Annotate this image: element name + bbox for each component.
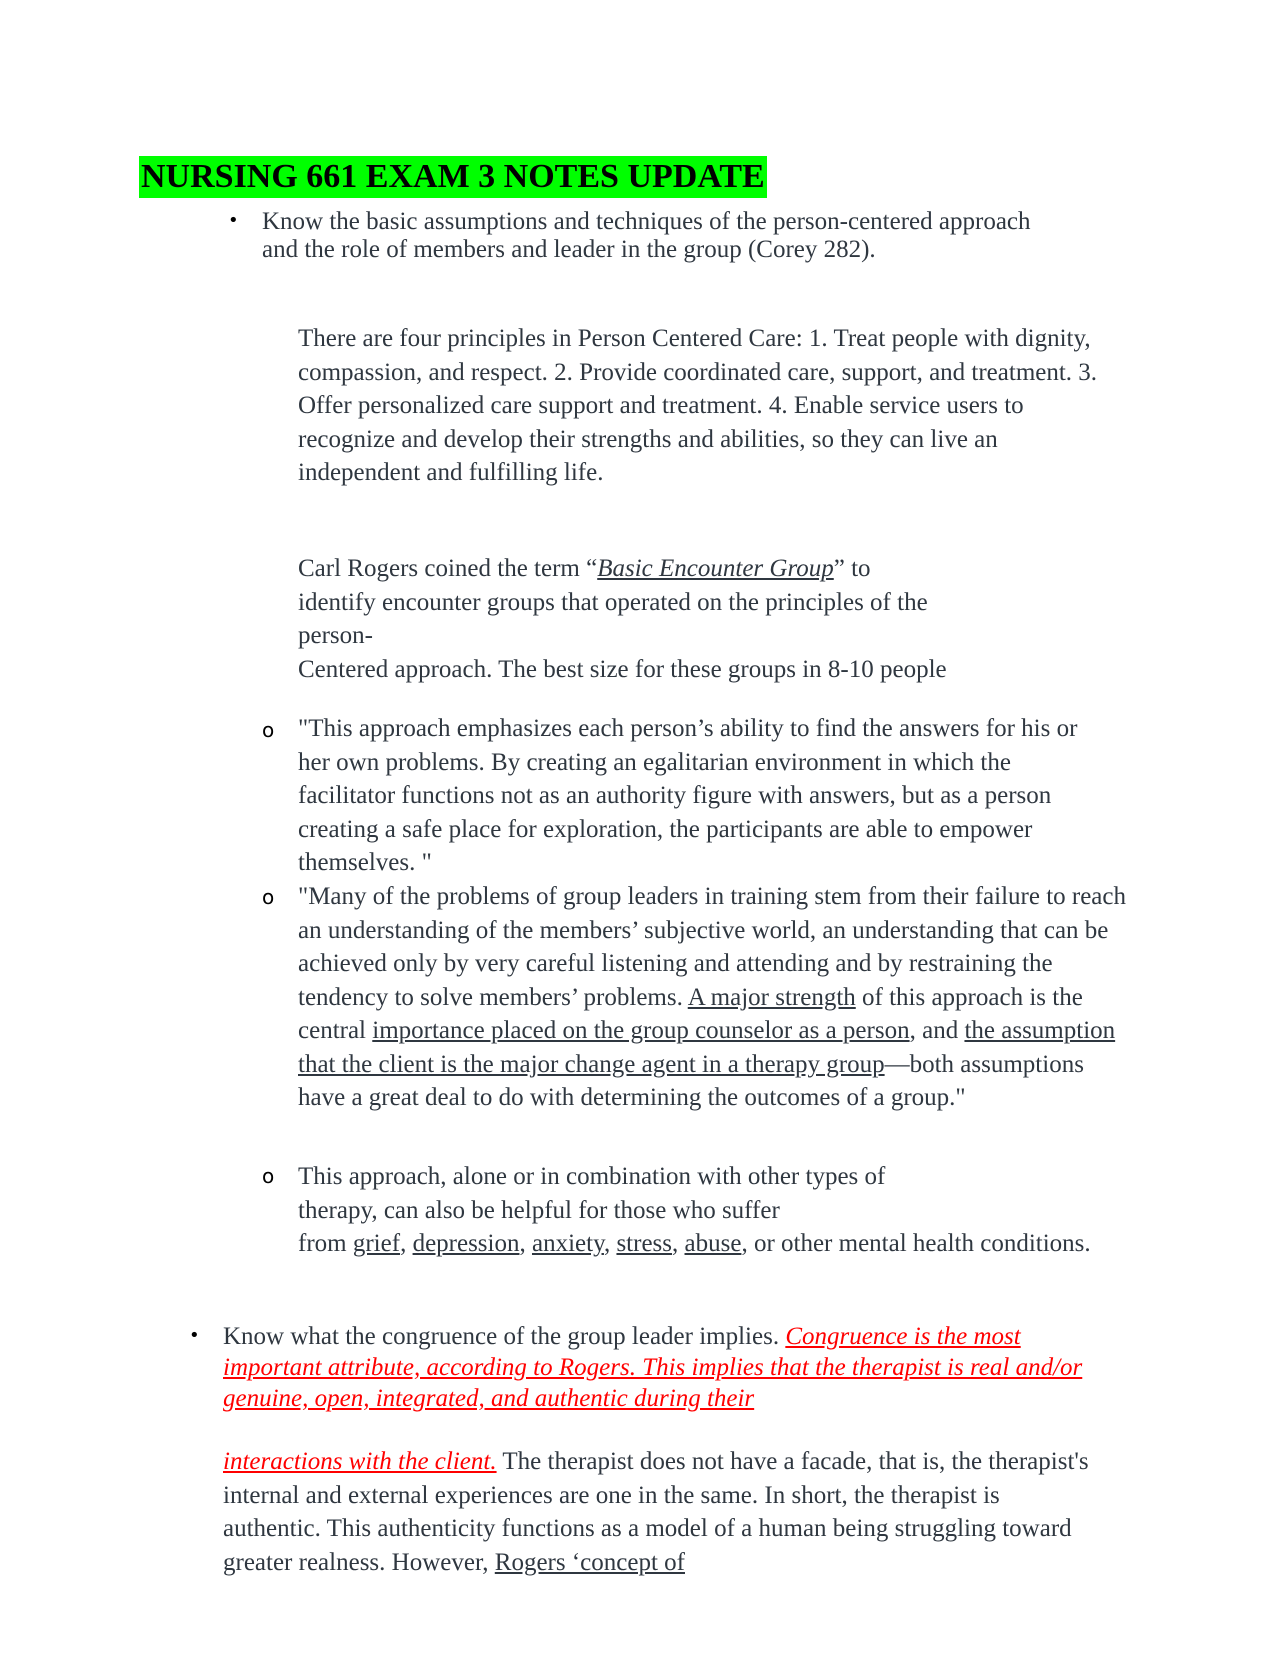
sub-1-quote: "This approach emphasizes each person’s ability to find the answers for his or her own problems. By creating an egalitarian environment in which the facilitator functions not as an authority figure with answers, but as a person creating a safe place for exploration, the participants are able to empower themselves. " bbox=[298, 715, 1078, 876]
rogers-paragraph bbox=[298, 552, 1098, 686]
bullet-2-continuation bbox=[223, 1445, 1093, 1579]
bullet-marker: • bbox=[228, 210, 239, 231]
rogers-concept-link: Rogers ‘concept of bbox=[494, 1548, 685, 1576]
bullet-2-text bbox=[223, 1321, 1083, 1414]
sub-3-end: , or other mental health conditions. bbox=[741, 1230, 1091, 1257]
importance-link: importance placed on the group counselor as a person bbox=[372, 1017, 910, 1044]
congruence-definition-end: interactions with the client. bbox=[223, 1448, 497, 1475]
bullet-1-text: Know the basic assumptions and techniques of the person-centered approach and the role of members and leader in the group (Corey 282). bbox=[262, 208, 1031, 263]
rogers-line-2: identify encounter groups that operated on the principles of the bbox=[298, 588, 928, 616]
sub-2-end: —both assumptions have a great deal to do with determining the outcomes of a group." bbox=[298, 1050, 1084, 1111]
rogers-line-3: person- bbox=[298, 622, 373, 649]
sub-3-line-2: therapy, can also be helpful for those who suffer bbox=[298, 1196, 780, 1224]
sub-bullet-marker: o bbox=[262, 718, 275, 742]
assumption-link: the assumption that the client is the major change agent in a therapy group bbox=[298, 1017, 1116, 1078]
congruence-definition: Congruence is the most important attribute, according to Rogers. This implies that the therapist is real and/or genuine, open, integrated, and authentic during their bbox=[223, 1323, 1083, 1412]
sub-3-line-1: This approach, alone or in combination with other types of bbox=[298, 1163, 886, 1190]
bullet-marker: • bbox=[189, 1325, 200, 1346]
bullet-2-intro: Know what the congruence of the group leader implies. bbox=[223, 1323, 786, 1350]
document-title: NURSING 661 EXAM 3 NOTES UPDATE bbox=[139, 156, 767, 198]
rogers-line-4: Centered approach. The best size for these groups in 8-10 people bbox=[298, 655, 947, 683]
major-strength-link: A major strength bbox=[687, 983, 856, 1011]
grief-link[interactable]: grief bbox=[352, 1230, 401, 1257]
depression-link[interactable]: depression bbox=[412, 1230, 520, 1257]
basic-encounter-group-term: Basic Encounter Group bbox=[597, 555, 834, 582]
anxiety-link[interactable]: anxiety bbox=[531, 1230, 604, 1257]
rogers-text-end: ” to bbox=[833, 555, 871, 582]
sub-2-mid-2: , and bbox=[909, 1017, 965, 1044]
sub-2-quote bbox=[298, 880, 1128, 1115]
sub-bullet-marker: o bbox=[262, 885, 275, 909]
sub-3-text: This approach, alone or in combination with other types of therapy, can also be helpful for those who suffer from grief, depression, anxiety, stress, abuse, or other mental health conditions. bbox=[298, 1163, 1091, 1257]
abuse-link[interactable]: abuse bbox=[684, 1230, 742, 1257]
sub-2-start: "Many of the problems of group leaders in training stem from their failure to reach an understanding of the members’ subjective world, an understanding that can be achieved only by very careful listening and attending and by restraining the tendency to solve members’ problems. bbox=[298, 883, 1127, 1011]
principles-paragraph: There are four principles in Person Centered Care: 1. Treat people with dignity, compassion, and respect. 2. Provide coordinated care, support, and treatment. 3. Offer personalized care support and treatment. 4. Enable service users to recognize and develop their strengths and abilities, so they can live an independent and fulfilling life. bbox=[298, 325, 1098, 486]
sub-2-mid-1: of this approach is the central bbox=[298, 983, 1083, 1044]
sub-3-from: from bbox=[298, 1230, 353, 1257]
bullet-2-body: The therapist does not have a facade, that is, the therapist's internal and external experiences are one in the same. In short, the therapist is authentic. This authenticity functions as a model of a human being struggling toward greater realness. However, bbox=[223, 1448, 1089, 1576]
sub-bullet-marker: o bbox=[262, 1164, 275, 1188]
stress-link[interactable]: stress bbox=[616, 1230, 673, 1257]
rogers-text-start: Carl Rogers coined the term “ bbox=[298, 555, 598, 582]
